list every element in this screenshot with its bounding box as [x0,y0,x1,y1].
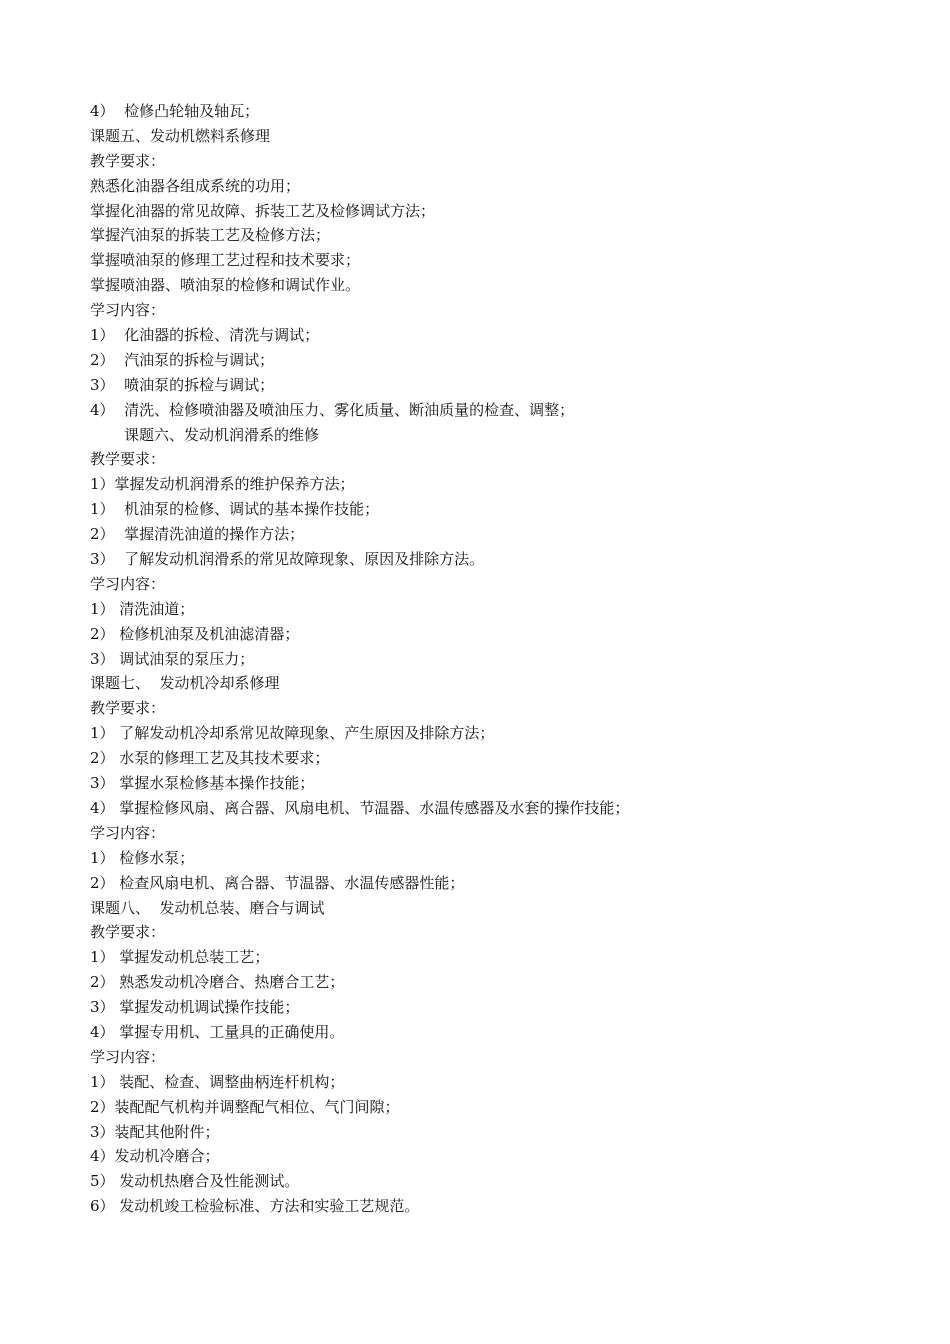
text-line: 学习内容： [90,823,166,842]
text-line: 课题七、 发动机冷却系修理 [90,674,280,693]
text-line: 1） 化油器的拆检、清洗与调试； [90,326,320,345]
document-body [90,99,890,1219]
text-line: 4） 检修凸轮轴及轴瓦； [90,102,260,120]
text-line: 3）装配其他附件； [90,1122,220,1141]
text-line: 1） 装配、检查、调整曲柄连杆机构； [90,1072,345,1091]
text-line: 课题六、发动机润滑系的维修 [124,425,320,444]
text-line: 掌握喷油泵的修理工艺过程和技术要求； [90,251,361,270]
text-line: 4） 掌握检修风扇、离合器、风扇电机、节温器、水温传感器及水套的操作技能； [90,798,630,817]
text-line: 学习内容： [90,1047,166,1066]
text-line: 5） 发动机热磨合及性能测试。 [90,1172,300,1191]
text-line: 1） 机油泵的检修、调试的基本操作技能； [90,500,380,519]
text-line: 课题五、发动机燃料系修理 [90,126,271,145]
text-line: 1）掌握发动机润滑系的维护保养方法； [90,475,355,494]
text-line: 2） 熟悉发动机冷磨合、热磨合工艺； [90,973,345,992]
text-line: 3） 掌握发动机调试操作技能； [90,998,300,1017]
text-line: 3） 了解发动机润滑系的常见故障现象、原因及排除方法。 [90,550,485,569]
text-line: 学习内容： [90,301,166,320]
text-line: 课题八、 发动机总装、磨合与调试 [90,898,325,917]
text-line: 2） 掌握清洗油道的操作方法； [90,525,305,544]
text-line: 教学要求： [90,923,166,942]
text-line: 3） 调试油泵的泵压力； [90,649,255,668]
text-line: 教学要求： [90,151,166,170]
text-line: 3） 喷油泵的拆检与调试； [90,375,275,394]
text-line: 2）装配配气机构并调整配气相位、气门间隙； [90,1097,400,1116]
text-line: 学习内容： [90,574,166,593]
text-line: 掌握汽油泵的拆装工艺及检修方法； [90,226,331,245]
text-line: 熟悉化油器各组成系统的功用； [90,176,301,195]
text-line: 掌握化油器的常见故障、拆装工艺及检修调试方法； [90,201,436,220]
text-line: 1） 检修水泵； [90,848,195,867]
text-line: 4） 清洗、检修喷油器及喷油压力、雾化质量、断油质量的检查、调整； [90,400,575,419]
text-line: 2） 水泵的修理工艺及其技术要求； [90,749,330,768]
text-line: 教学要求： [90,699,166,718]
text-line: 2） 汽油泵的拆检与调试； [90,350,275,369]
text-line: 掌握喷油器、喷油泵的检修和调试作业。 [90,276,361,295]
text-line: 3） 掌握水泵检修基本操作技能； [90,774,315,793]
text-line: 1） 清洗油道； [90,599,195,618]
text-line: 1） 了解发动机冷却系常见故障现象、产生原因及排除方法； [90,724,495,743]
text-line: 2） 检查风扇电机、离合器、节温器、水温传感器性能； [90,873,465,892]
text-line: 6） 发动机竣工检验标准、方法和实验工艺规范。 [90,1197,420,1216]
text-line: 4） 掌握专用机、工量具的正确使用。 [90,1022,345,1041]
text-line: 教学要求： [90,450,166,469]
text-line: 1） 掌握发动机总装工艺； [90,948,270,967]
text-line: 4）发动机冷磨合； [90,1147,220,1166]
text-line: 2） 检修机油泵及机油滤清器； [90,624,300,643]
